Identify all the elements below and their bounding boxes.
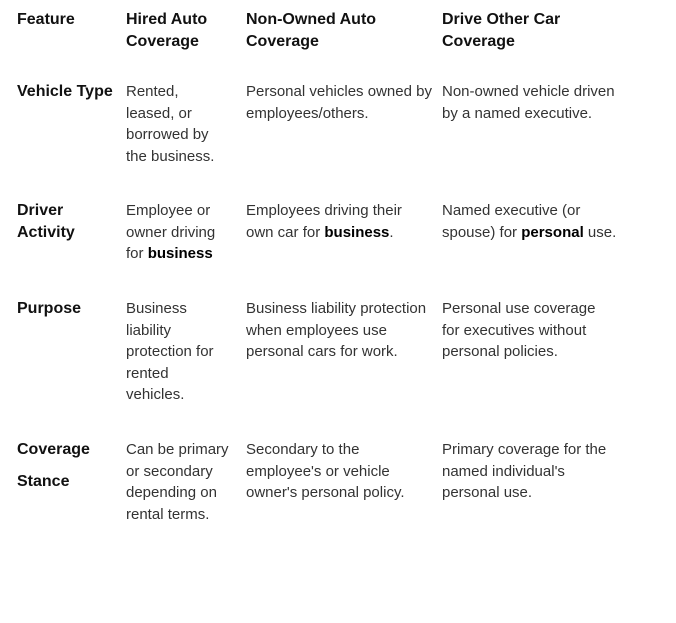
header-feature: Feature <box>17 11 75 28</box>
cell-emphasis: personal <box>521 223 584 241</box>
cell-vehicle-type-hired: Rented, leased, or borrowed by the business. <box>126 83 215 165</box>
row-label-spacer <box>17 461 117 471</box>
cell-text-end: . <box>389 223 394 241</box>
row-label-line-1: Coverage <box>17 441 90 458</box>
cell-text: Named executive (or spouse) for <box>442 202 581 241</box>
cell-text: Employees driving their own car for <box>246 202 402 241</box>
row-label-line-2: Stance <box>17 473 70 490</box>
row-label-driver-activity: Driver Activity <box>17 202 75 241</box>
cell-vehicle-type-non-owned: Personal vehicles owned by employees/others. <box>246 83 432 122</box>
cell-coverage-stance-hired: Can be primary or secondary depending on rental terms. <box>126 441 229 523</box>
header-hired-auto: Hired Auto Coverage <box>126 11 208 50</box>
cell-driver-activity-drive-other <box>442 200 617 243</box>
row-label-coverage-stance <box>17 439 117 493</box>
cell-coverage-stance-drive-other: Primary coverage for the named individual's personal use. <box>442 441 607 501</box>
cell-emphasis: business <box>324 223 390 241</box>
cell-text: Employee or owner driving for <box>126 202 216 262</box>
row-label-purpose: Purpose <box>17 300 82 317</box>
cell-driver-activity-hired <box>126 200 231 265</box>
cell-coverage-stance-non-owned: Secondary to the employee's or vehicle owner's personal policy. <box>246 441 405 501</box>
cell-purpose-hired: Business liability protection for rented vehicles. <box>126 300 214 403</box>
cell-purpose-drive-other: Personal use coverage for executives without personal policies. <box>442 300 596 360</box>
cell-emphasis: business <box>147 245 213 262</box>
cell-vehicle-type-drive-other: Non-owned vehicle driven by a named executive. <box>442 83 615 122</box>
header-non-owned-auto: Non-Owned Auto Coverage <box>246 11 377 50</box>
cell-driver-activity-non-owned <box>246 200 432 243</box>
cell-purpose-non-owned: Business liability protection when employees use personal cars for work. <box>246 300 427 360</box>
cell-text-end: use. <box>583 223 617 241</box>
header-drive-other-car: Drive Other Car Coverage <box>442 11 561 50</box>
row-label-vehicle-type: Vehicle Type <box>17 83 113 100</box>
